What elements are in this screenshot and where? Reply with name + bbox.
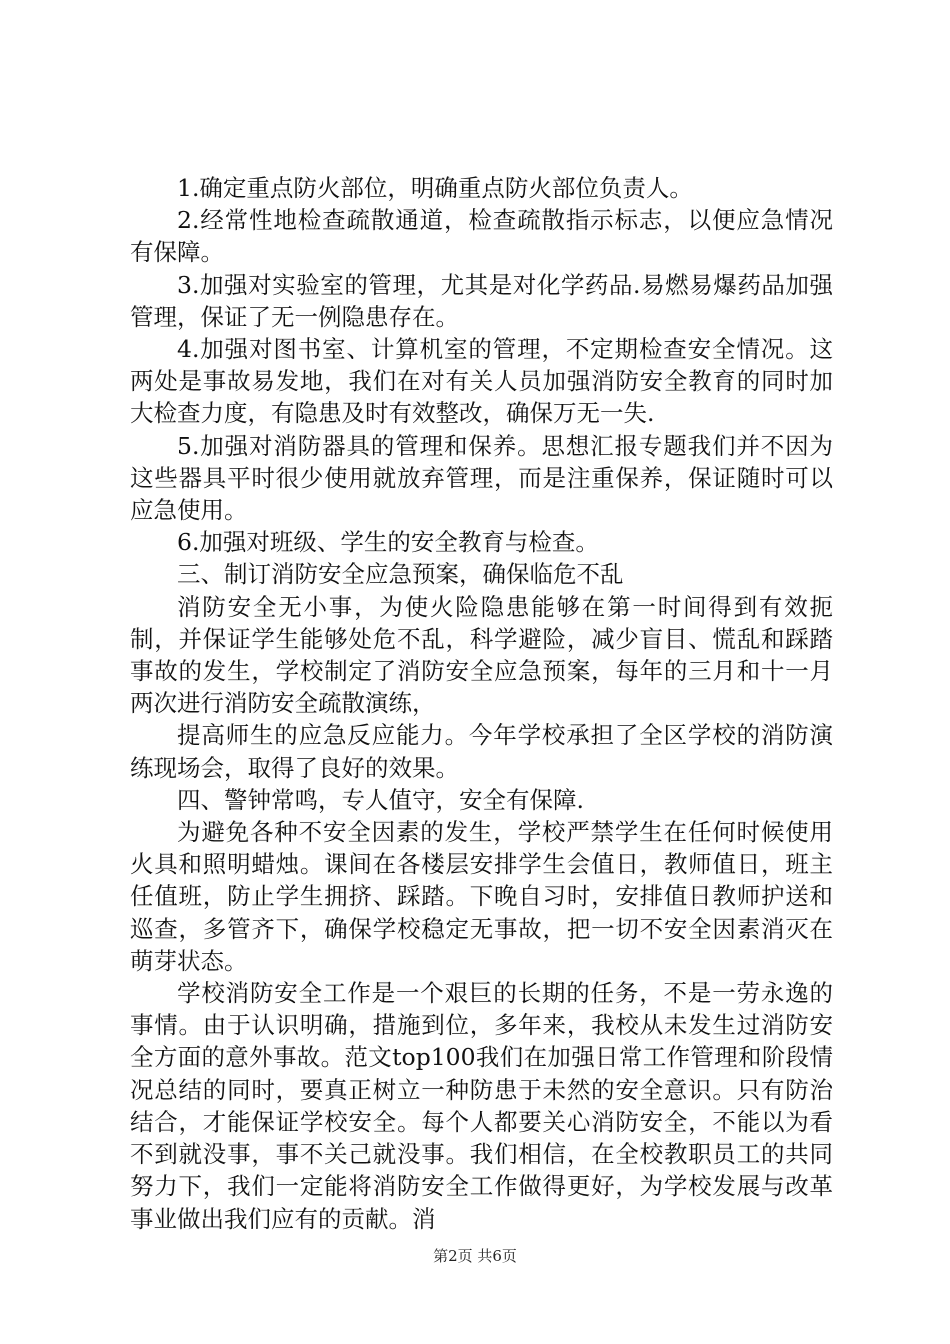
- paragraph-safety-measures: 为避免各种不安全因素的发生，学校严禁学生在任何时候使用火具和照明蜡烛。课间在各楼层安排学生会值日，教师值日，班主任值班，防止学生拥挤、踩踏。下晚自习时，安排值日教师护送和巡查，多管齐下，确保学校稳定无事故，把一切不安全因素消灭在萌芽状态。: [130, 818, 833, 975]
- page-number-footer: 第2页 共6页: [433, 1247, 517, 1265]
- paragraph-conclusion: 学校消防安全工作是一个艰巨的长期的任务，不是一劳永逸的事情。由于认识明确，措施到位，多年来，我校从未发生过消防安全方面的意外事故。范文top100我们在加强日常工作管理和阶段情况总结的同时，要真正树立一种防患于未然的安全意识。只有防治结合，才能保证学校安全。每个人都要关心消防安全，不能以为看不到就没事，事不关己就没事。我们相信，在全校教职员工的共同努力下，我们一定能将消防安全工作做得更好，为学校发展与改革事业做出我们应有的贡献。消: [130, 979, 833, 1233]
- paragraph-item-3: 3.加强对实验室的管理，尤其是对化学药品.易燃易爆药品加强管理，保证了无一例隐患存在。: [130, 270, 833, 331]
- paragraph-item-4: 4.加强对图书室、计算机室的管理，不定期检查安全情况。这两处是事故易发地，我们在对有关人员加强消防安全教育的同时加大检查力度，有隐患及时有效整改，确保万无一失.: [130, 335, 833, 428]
- section-heading-3: 三、制订消防安全应急预案，确保临危不乱: [177, 560, 624, 589]
- paragraph-emergency-plan: 消防安全无小事，为使火险隐患能够在第一时间得到有效扼制，并保证学生能够处危不乱，科学避险，减少盲目、慌乱和踩踏事故的发生，学校制定了消防安全应急预案，每年的三月和十一月两次进行消防安全疏散演练，: [130, 592, 833, 718]
- section-heading-4: 四、警钟常鸣，专人值守，安全有保障.: [177, 785, 584, 814]
- paragraph-item-5: 5.加强对消防器具的管理和保养。思想汇报专题我们并不因为这些器具平时很少使用就放弃管理，而是注重保养，保证随时可以应急使用。: [130, 431, 833, 525]
- paragraph-item-1: 1.确定重点防火部位，明确重点防火部位负责人。: [177, 174, 693, 202]
- document-body: [130, 172, 833, 1235]
- paragraph-item-6: 6.加强对班级、学生的安全教育与检查。: [177, 528, 599, 557]
- paragraph-drill-result: 提高师生的应急反应能力。今年学校承担了全区学校的消防演练现场会，取得了良好的效果。: [130, 721, 833, 782]
- paragraph-item-2: 2.经常性地检查疏散通道，检查疏散指示标志，以便应急情况有保障。: [130, 206, 833, 267]
